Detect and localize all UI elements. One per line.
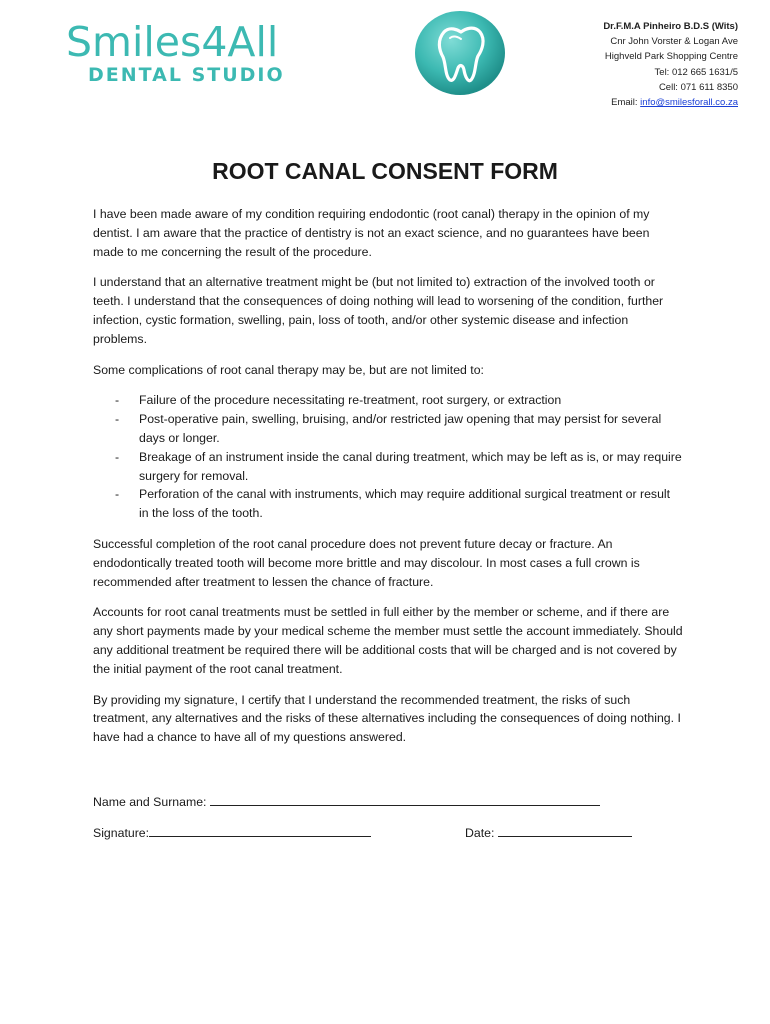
page-title: ROOT CANAL CONSENT FORM xyxy=(212,158,558,184)
bullet-dash: - xyxy=(115,393,120,408)
telephone: Tel: 012 665 1631/5 xyxy=(654,66,738,78)
tooth-logo-icon xyxy=(414,10,506,96)
list-item-text: Perforation of the canal with instruments, which may require additional surgical treatment or result in the loss of the tooth. xyxy=(139,487,671,521)
date-field[interactable] xyxy=(498,823,632,837)
list-item xyxy=(93,485,683,523)
signature-field[interactable] xyxy=(149,823,371,837)
list-item-text: Post-operative pain, swelling, bruising, and/or restricted jaw opening that may persist for several days or longer. xyxy=(139,412,662,445)
list-item-text: Failure of the procedure necessitating re-treatment, root surgery, or extraction xyxy=(139,393,562,408)
name-field[interactable] xyxy=(210,792,600,806)
address-line-2: Highveld Park Shopping Centre xyxy=(604,51,738,63)
cellphone: Cell: 071 611 8350 xyxy=(658,81,738,93)
date-label: Date: xyxy=(465,826,495,840)
email-label: Email: xyxy=(611,97,641,109)
signature-label: Signature: xyxy=(93,826,150,840)
list-item xyxy=(93,391,683,410)
paragraph-complications-intro: Some complications of root canal therapy may be, but are not limited to: xyxy=(93,362,484,377)
date-row xyxy=(465,823,632,840)
name-row xyxy=(93,792,600,809)
email-line xyxy=(538,95,738,110)
paragraph-certification: By providing my signature, I certify that I understand the recommended treatment, the risks of such treatment, any alternatives and the risks of these alternatives including the consequences of doing nothing. I have had a chance to have all of my questions answered. xyxy=(93,692,681,745)
complications-list xyxy=(93,391,683,523)
logo-subtitle: DENTAL STUDIO xyxy=(88,64,285,86)
bullet-dash: - xyxy=(115,449,120,464)
form-body xyxy=(93,205,683,759)
bullet-dash: - xyxy=(115,412,120,427)
list-item-text: Breakage of an instrument inside the canal during treatment, which may be left as is, or may require surgery for removal. xyxy=(139,449,682,483)
email-link[interactable]: info@smilesforall.co.za xyxy=(640,97,738,109)
list-item xyxy=(93,410,683,448)
paragraph-awareness: I have been made aware of my condition requiring endodontic (root canal) therapy in the opinion of my dentist. I am aware that the practice of dentistry is not an exact science, and no guarantees have been made to me concerning the result of the procedure. xyxy=(93,207,650,259)
paragraph-alternatives: I understand that an alternative treatment might be (but not limited to) extraction of the involved tooth or teeth. I understand that the consequences of doing nothing will lead to worsening of the condition, further infection, cystic formation, swelling, pain, loss of tooth, and/or other systemic disease and infection problems. xyxy=(93,275,664,346)
paragraph-accounts: Accounts for root canal treatments must be settled in full either by the member or scheme, and if there are any short payments made by your medical scheme the member must settle the account immediately. Should any additional treatment be required there will be additional costs that will be charged and is not covered by the initial payment of the root canal treatment. xyxy=(93,605,683,676)
bullet-dash: - xyxy=(115,487,120,502)
signature-row xyxy=(93,823,371,840)
paragraph-success: Successful completion of the root canal procedure does not prevent future decay or fracture. An endodontically treated tooth will become more brittle and may discolour. In most cases a full crown is recommended after treatment to lessen the chance of fracture. xyxy=(93,536,640,589)
doctor-name: Dr.F.M.A Pinheiro B.D.S (Wits) xyxy=(603,21,738,32)
logo-name: Smiles4All xyxy=(66,18,279,66)
address-line-1: Cnr John Vorster & Logan Ave xyxy=(610,36,738,48)
contact-block xyxy=(538,19,738,110)
list-item xyxy=(93,448,683,486)
logo xyxy=(66,20,386,86)
name-label: Name and Surname: xyxy=(93,795,207,809)
